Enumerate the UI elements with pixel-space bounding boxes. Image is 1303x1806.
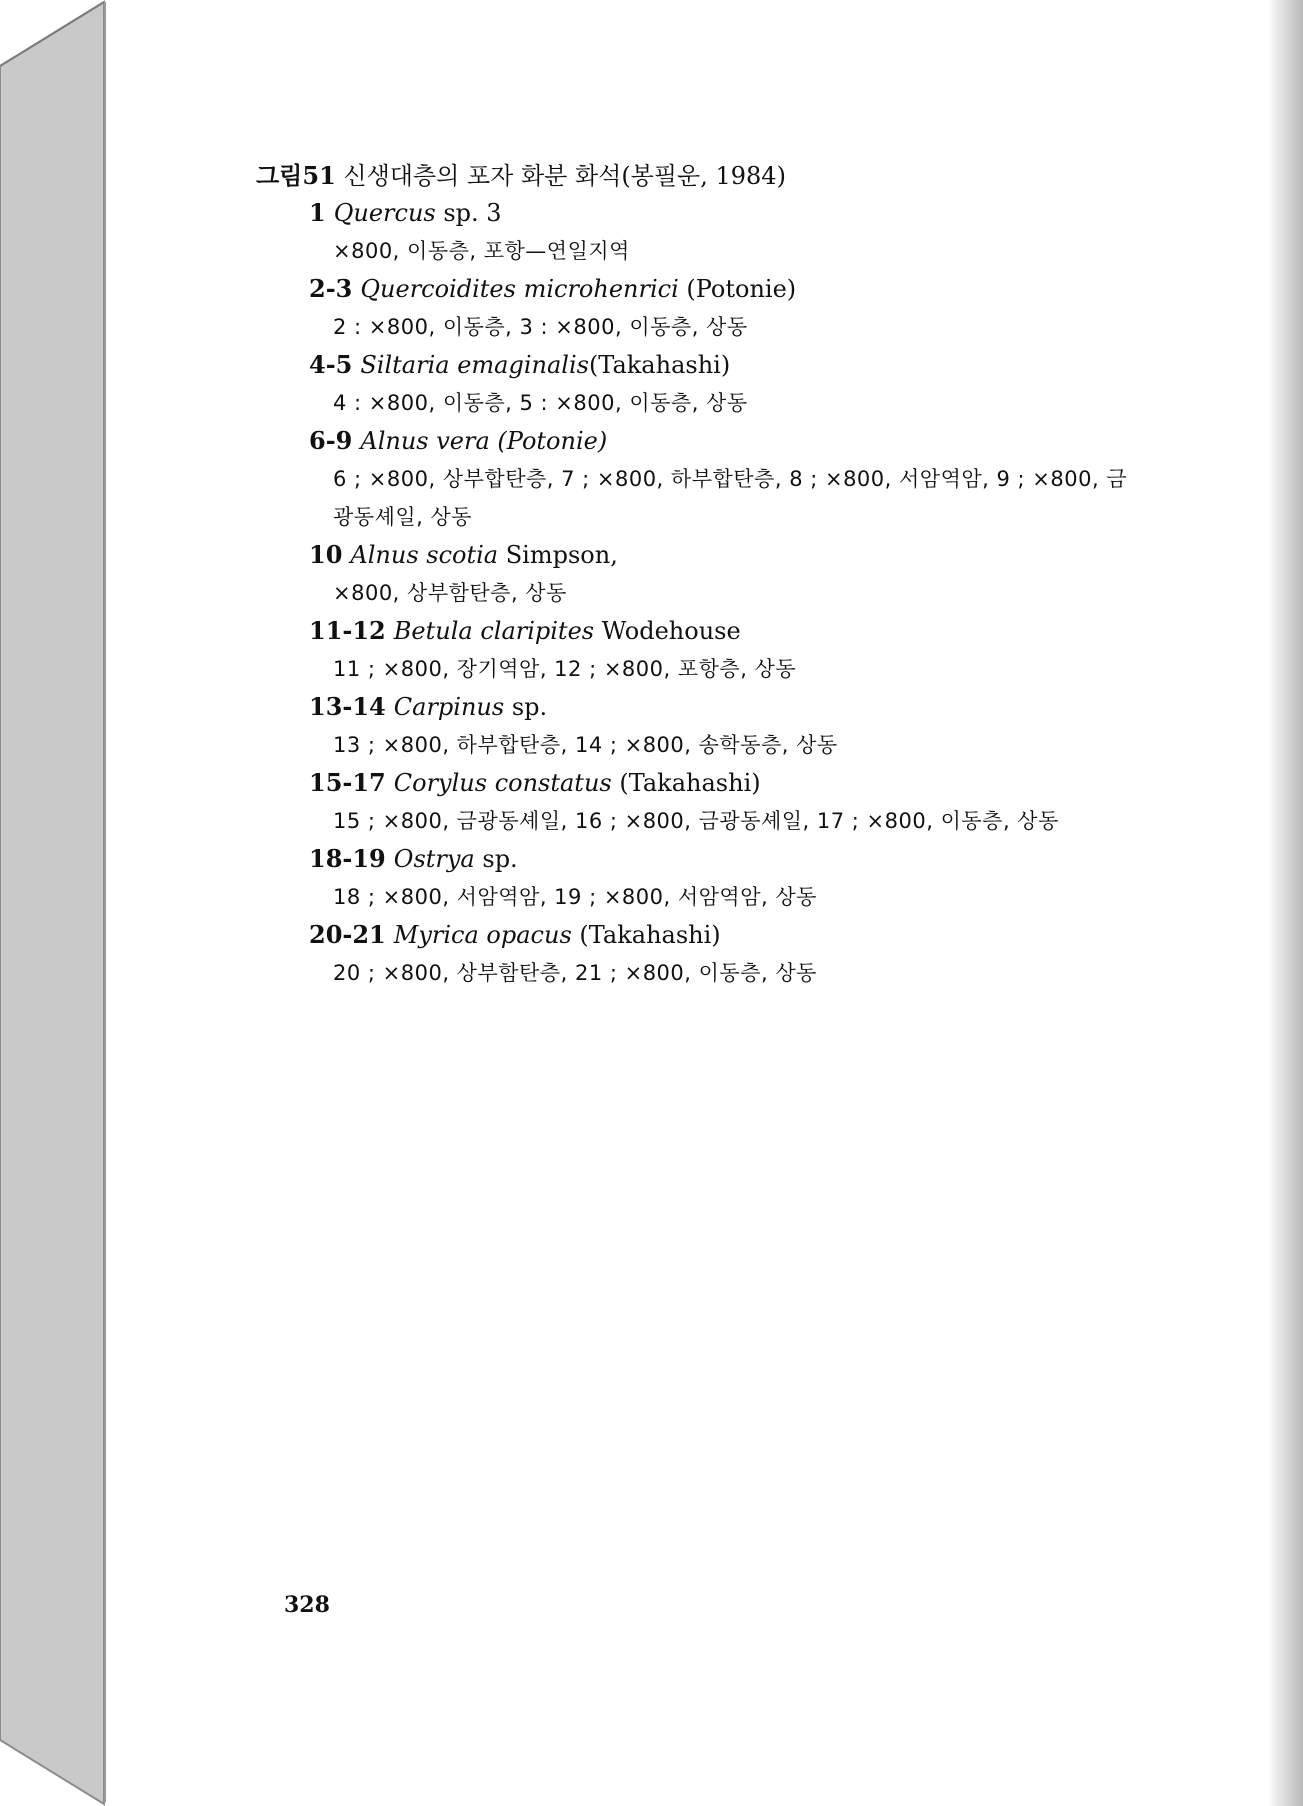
entry-detail: 18 ; ×800, 서암역암, 19 ; ×800, 서암역암, 상동: [333, 885, 817, 909]
species-author: (Potonie): [678, 275, 797, 303]
species-name: Carpinus: [393, 693, 505, 721]
entry-detail: 13 ; ×800, 하부합탄층, 14 ; ×800, 송학동층, 상동: [333, 733, 838, 757]
entry-detail: 6 ; ×800, 상부합탄층, 7 ; ×800, 하부합탄층, 8 ; ×800, 서암역암, 9 ; ×800, 금광동셰일, 상동: [333, 467, 1128, 529]
entry-detail: ×800, 상부함탄층, 상동: [333, 581, 567, 605]
species-author: Wodehouse: [594, 617, 741, 645]
entry-number: 18-19: [309, 844, 386, 873]
entry-number: 2-3: [309, 274, 353, 303]
entry-7: [309, 688, 1136, 764]
entry-detail: 11 ; ×800, 장기역암, 12 ; ×800, 포항층, 상동: [333, 657, 797, 681]
entry-number: 1: [309, 198, 326, 227]
entry-6: [309, 612, 1136, 688]
species-name: Alnus vera (Potonie): [360, 427, 608, 455]
species-author: sp. 3: [435, 199, 502, 227]
species-name: Siltaria emaginalis: [360, 351, 589, 379]
page-edge-shadow: [1268, 0, 1303, 1806]
species-name: Betula claripites: [393, 617, 595, 645]
entry-detail: ×800, 이동층, 포항—연일지역: [333, 239, 630, 263]
entry-number: 13-14: [309, 692, 386, 721]
figure-caption-block: [256, 158, 1136, 992]
species-name: Quercoidites microhenrici: [360, 275, 679, 303]
entry-number: 11-12: [309, 616, 386, 645]
entry-1: [309, 194, 1136, 270]
species-name: Quercus: [333, 199, 436, 227]
entry-detail: 15 ; ×800, 금광동셰일, 16 ; ×800, 금광동셰일, 17 ; ×800, 이동층, 상동: [333, 809, 1059, 833]
species-author: sp.: [504, 693, 548, 721]
entry-2: [309, 270, 1136, 346]
entry-number: 10: [309, 540, 343, 569]
species-name: Myrica opacus: [393, 921, 572, 949]
entry-detail: 2 : ×800, 이동층, 3 : ×800, 이동층, 상동: [333, 315, 748, 339]
species-name: Alnus scotia: [350, 541, 499, 569]
entry-number: 20-21: [309, 920, 386, 949]
entry-5: [309, 536, 1136, 612]
entry-number: 15-17: [309, 768, 386, 797]
species-author: Simpson,: [498, 541, 618, 569]
entry-number: 6-9: [309, 426, 353, 455]
species-author: (Takahashi): [611, 769, 761, 797]
entry-9: [309, 840, 1136, 916]
species-name: Corylus constatus: [393, 769, 612, 797]
figure-title: 신생대층의 포자 화분 화석(봉필운, 1984): [335, 162, 786, 190]
entry-10: [309, 916, 1136, 992]
species-name: Ostrya: [393, 845, 475, 873]
page-number: 328: [284, 1592, 330, 1618]
figure-label: 그림51: [256, 161, 336, 190]
entry-3: [309, 346, 1136, 422]
figure-caption: [256, 158, 1136, 194]
entry-number: 4-5: [309, 350, 353, 379]
entry-detail: 20 ; ×800, 상부함탄층, 21 ; ×800, 이동층, 상동: [333, 961, 817, 985]
entry-4: [309, 422, 1136, 536]
species-author: sp.: [474, 845, 518, 873]
species-author: (Takahashi): [571, 921, 721, 949]
species-author: (Takahashi): [588, 351, 731, 379]
entry-detail: 4 : ×800, 이동층, 5 : ×800, 이동층, 상동: [333, 391, 748, 415]
entry-8: [309, 764, 1136, 840]
